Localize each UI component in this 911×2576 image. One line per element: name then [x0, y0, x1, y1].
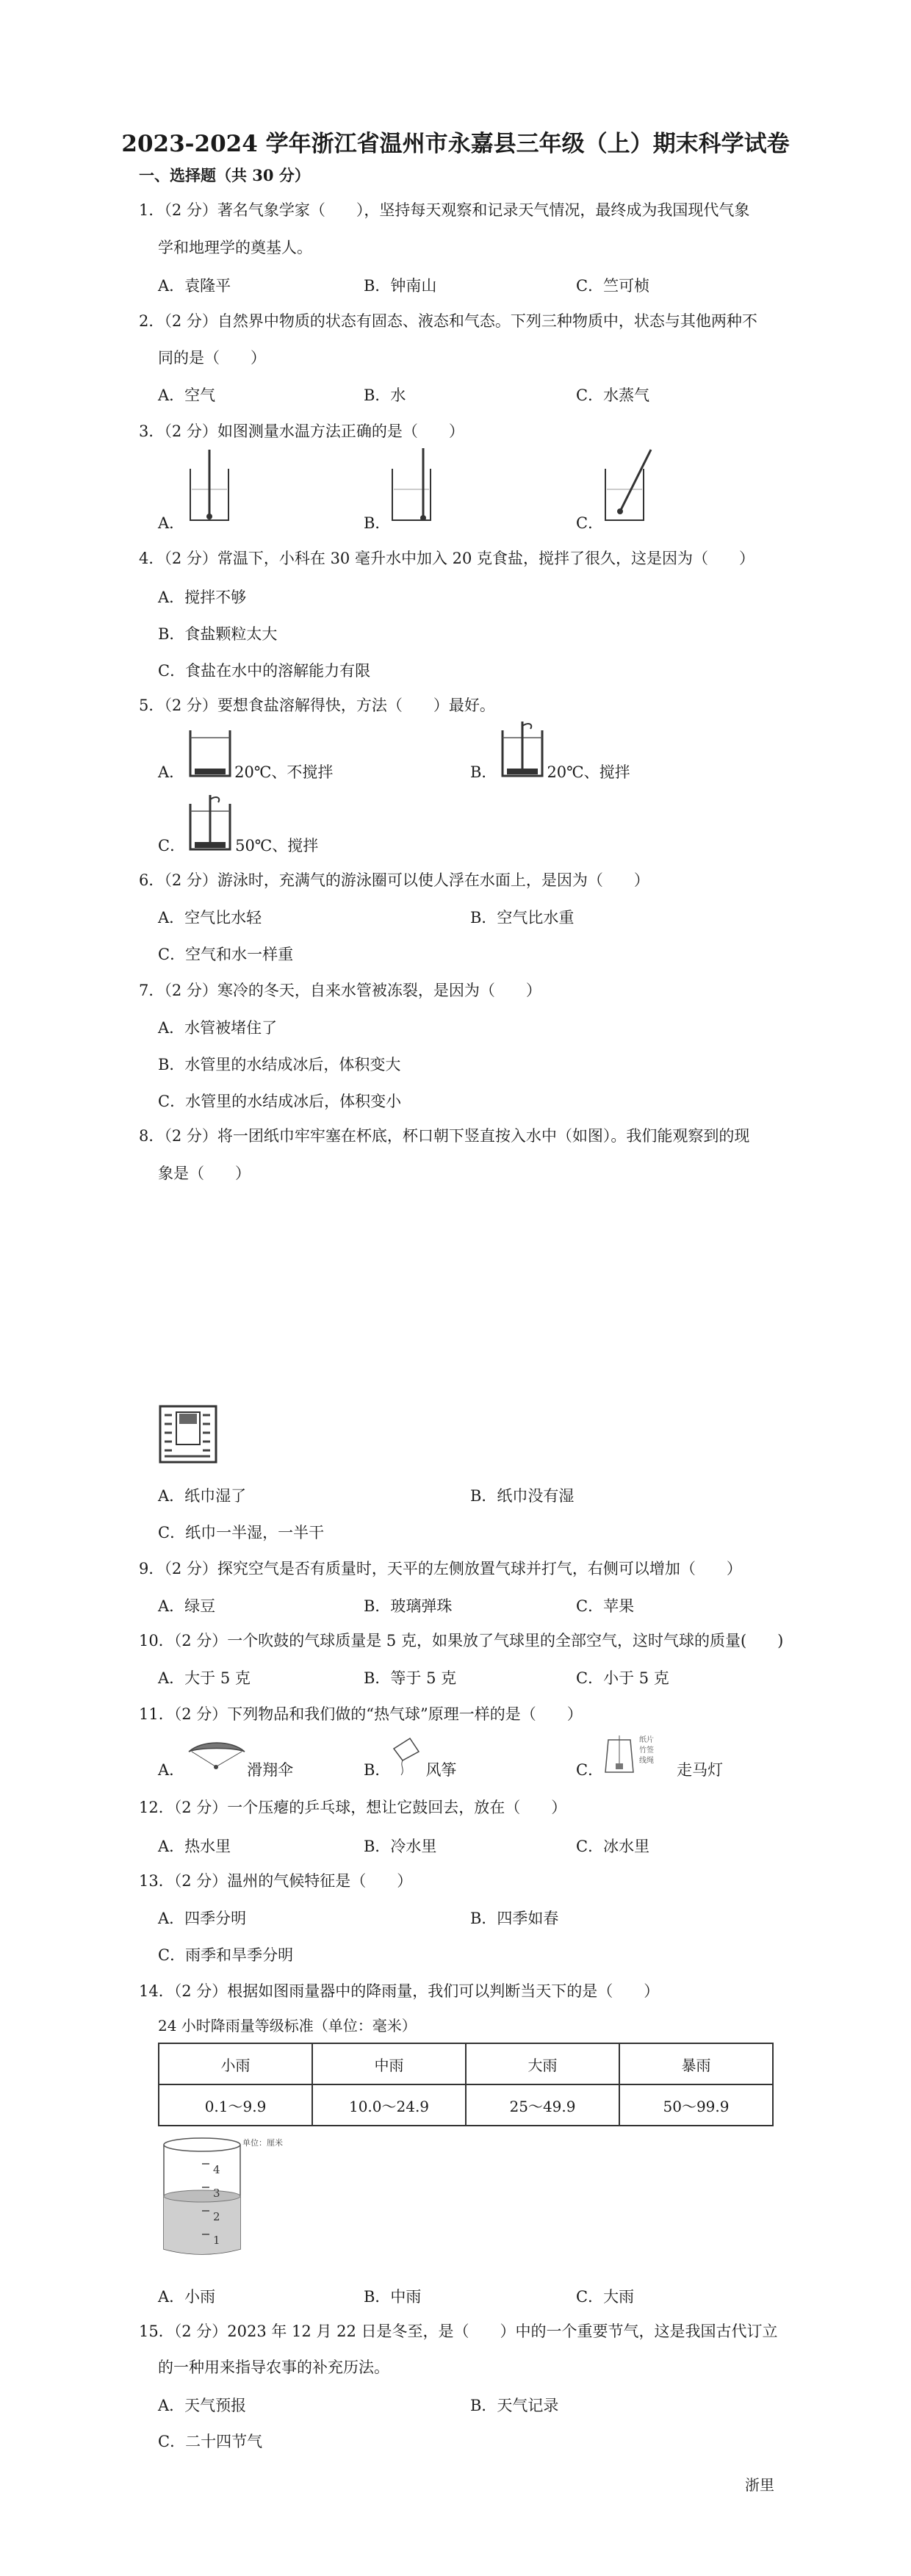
q14-option-b[interactable]: B．中雨	[364, 2288, 422, 2306]
q12-stem: 12．（2 分）一个压瘪的乒乓球，想让它鼓回去，放在（ ）	[139, 1799, 567, 1816]
q8-stem-line1: 8．（2 分）将一团纸巾牢牢塞在杯底，杯口朝下竖直按入水中（如图）。我们能观察到的现	[139, 1127, 750, 1145]
q5-option-a-text: 20℃、不搅拌	[234, 763, 334, 781]
q9-option-a[interactable]: A．绿豆	[158, 1597, 216, 1615]
q4-option-a[interactable]: A．搅拌不够	[158, 589, 247, 606]
q5-option-b[interactable]	[470, 760, 630, 782]
table-header-row	[159, 2043, 773, 2084]
gauge-tick-label: 2	[213, 2210, 220, 2223]
q5-option-b-text: 20℃、搅拌	[547, 763, 630, 781]
q15-option-a[interactable]: A．天气预报	[158, 2397, 247, 2414]
gauge-unit-label: 单位：厘米	[242, 2138, 283, 2148]
thermometer-beaker-a-figure	[187, 447, 231, 528]
lantern-label-2: 竹签	[639, 1746, 654, 1755]
q7-option-b[interactable]: B．水管里的水结成冰后，体积变大	[158, 1056, 401, 1073]
q10-stem: 10．（2 分）一个吹鼓的气球质量是 5 克，如果放了气球里的全部空气，这时气球的质量( )	[139, 1632, 784, 1649]
q5-option-b-letter: B．	[470, 763, 497, 781]
q2-option-b[interactable]: B．水	[364, 386, 406, 404]
q1-stem-line1: 1．（2 分）著名气象学家（ ），坚持每天观察和记录天气情况，最终成为我国现代气象	[139, 201, 750, 219]
table-cell: 25～49.9	[466, 2084, 619, 2126]
q8-option-b[interactable]: B．纸巾没有湿	[470, 1487, 575, 1505]
lantern-label-3: 线绳	[639, 1757, 654, 1765]
table-header-cell: 中雨	[312, 2043, 466, 2084]
rain-gauge-figure	[158, 2134, 246, 2259]
q9-stem: 9．（2 分）探究空气是否有质量时，天平的左侧放置气球并打气，右侧可以增加（ ）	[139, 1560, 742, 1577]
q8-option-c[interactable]: C．纸巾一半湿，一半干	[158, 1524, 325, 1541]
q10-option-a[interactable]: A．大于 5 克	[158, 1669, 251, 1687]
footer-brand: 浙里	[745, 2476, 774, 2494]
section-heading: 一、选择题（共 30 分）	[139, 166, 310, 184]
q13-option-b[interactable]: B．四季如春	[470, 1910, 559, 1927]
q7-option-c[interactable]: C．水管里的水结成冰后，体积变小	[158, 1093, 402, 1110]
q13-option-a[interactable]: A．四季分明	[158, 1910, 247, 1927]
q1-stem-line2: 学和地理学的奠基人。	[158, 239, 312, 256]
cup-in-water-figure	[159, 1405, 217, 1464]
q14-option-c[interactable]: C．大雨	[576, 2288, 635, 2306]
q1-option-c[interactable]: C．竺可桢	[576, 277, 650, 295]
q15-stem-line1: 15．（2 分）2023 年 12 月 22 日是冬至，是（ ）中的一个重要节气，这是我国古代订立	[139, 2323, 778, 2340]
q5-option-a-letter: A．	[158, 763, 185, 781]
q9-option-c[interactable]: C．苹果	[576, 1597, 635, 1615]
page-title: 2023-2024 学年浙江省温州市永嘉县三年级（上）期末科学试卷	[121, 131, 790, 157]
q15-option-b[interactable]: B．天气记录	[470, 2397, 559, 2414]
rain-table-caption: 24 小时降雨量等级标准（单位：毫米）	[158, 2017, 417, 2034]
q11-option-a-text: 滑翔伞	[247, 1761, 294, 1779]
table-row	[159, 2084, 773, 2126]
q10-option-c[interactable]: C．小于 5 克	[576, 1669, 669, 1687]
gauge-tick-labels	[213, 2158, 220, 2252]
thermometer-beaker-c-figure	[602, 447, 654, 528]
q5-option-c[interactable]	[158, 834, 318, 856]
q5-option-c-text: 50℃、搅拌	[235, 837, 319, 855]
q1-option-a[interactable]: A．袁隆平	[158, 277, 231, 295]
q2-option-c[interactable]: C．水蒸气	[576, 386, 650, 404]
gauge-tick-label: 1	[213, 2234, 220, 2247]
thermometer-beaker-b-figure	[389, 447, 433, 528]
q6-option-b[interactable]: B．空气比水重	[470, 909, 575, 927]
q11-option-c-letter: C．	[576, 1761, 604, 1779]
q7-stem: 7．（2 分）寒冷的冬天，自来水管被冻裂，是因为（ ）	[139, 982, 541, 999]
table-cell: 0.1～9.9	[159, 2084, 312, 2126]
q12-option-c[interactable]: C．冰水里	[576, 1838, 650, 1855]
q9-option-b[interactable]: B．玻璃弹珠	[364, 1597, 453, 1615]
q14-option-a[interactable]: A．小雨	[158, 2288, 216, 2306]
q11-option-a[interactable]	[158, 1758, 293, 1780]
table-header-cell: 大雨	[466, 2043, 619, 2084]
q11-stem: 11．（2 分）下列物品和我们做的“热气球”原理一样的是（ ）	[139, 1705, 583, 1723]
q13-option-c[interactable]: C．雨季和旱季分明	[158, 1946, 294, 1964]
q8-option-a[interactable]: A．纸巾湿了	[158, 1487, 247, 1505]
q15-stem-line2: 的一种用来指导农事的补充历法。	[158, 2359, 389, 2376]
q1-option-b[interactable]: B．钟南山	[364, 277, 437, 295]
lantern-label-1: 纸片	[639, 1736, 654, 1744]
q11-option-a-letter: A．	[158, 1761, 185, 1779]
q10-option-b[interactable]: B．等于 5 克	[364, 1669, 457, 1687]
q6-stem: 6．（2 分）游泳时，充满气的游泳圈可以使人浮在水面上，是因为（ ）	[139, 871, 649, 889]
q11-option-c[interactable]	[576, 1758, 723, 1780]
q14-stem: 14．（2 分）根据如图雨量器中的降雨量，我们可以判断当天下的是（ ）	[139, 1982, 660, 2000]
q6-option-c[interactable]: C．空气和水一样重	[158, 946, 294, 963]
q4-stem: 4．（2 分）常温下，小科在 30 毫升水中加入 20 克食盐，搅拌了很久，这是因为（ ）	[139, 550, 755, 567]
q5-stem: 5．（2 分）要想食盐溶解得快，方法（ ）最好。	[139, 697, 495, 714]
q3-stem: 3．（2 分）如图测量水温方法正确的是（ ）	[139, 422, 464, 440]
q4-option-b[interactable]: B．食盐颗粒太大	[158, 625, 278, 643]
gauge-tick-label: 4	[213, 2163, 220, 2176]
rainfall-standard-table	[158, 2043, 774, 2126]
table-header-cell: 小雨	[159, 2043, 312, 2084]
q6-option-a[interactable]: A．空气比水轻	[158, 909, 262, 927]
q2-stem-line2: 同的是（ ）	[158, 349, 266, 367]
q2-option-a[interactable]: A．空气	[158, 386, 216, 404]
q11-option-b-text: 风筝	[425, 1761, 457, 1779]
q11-option-c-text: 走马灯	[677, 1761, 724, 1779]
q11-option-b-letter: B．	[364, 1761, 391, 1779]
q13-stem: 13．（2 分）温州的气候特征是（ ）	[139, 1872, 413, 1890]
q12-option-a[interactable]: A．热水里	[158, 1838, 231, 1855]
q11-option-b[interactable]	[364, 1758, 456, 1780]
gauge-tick-label: 3	[213, 2187, 220, 2200]
table-cell: 50～99.9	[619, 2084, 773, 2126]
q12-option-b[interactable]: B．冷水里	[364, 1838, 437, 1855]
q5-option-c-letter: C．	[158, 837, 186, 855]
q3-option-c[interactable]: C．	[576, 514, 604, 532]
table-cell: 10.0～24.9	[312, 2084, 466, 2126]
table-header-cell: 暴雨	[619, 2043, 773, 2084]
q3-option-b[interactable]: B．	[364, 514, 391, 532]
q5-option-a[interactable]	[158, 760, 333, 782]
q3-option-a[interactable]: A．	[158, 514, 185, 532]
q8-stem-line2: 象是（ ）	[158, 1165, 251, 1182]
q15-option-c[interactable]: C．二十四节气	[158, 2433, 263, 2450]
q7-option-a[interactable]: A．水管被堵住了	[158, 1019, 278, 1037]
q2-stem-line1: 2．（2 分）自然界中物质的状态有固态、液态和气态。下列三种物质中，状态与其他两种不	[139, 312, 757, 330]
q4-option-c[interactable]: C．食盐在水中的溶解能力有限	[158, 662, 371, 680]
